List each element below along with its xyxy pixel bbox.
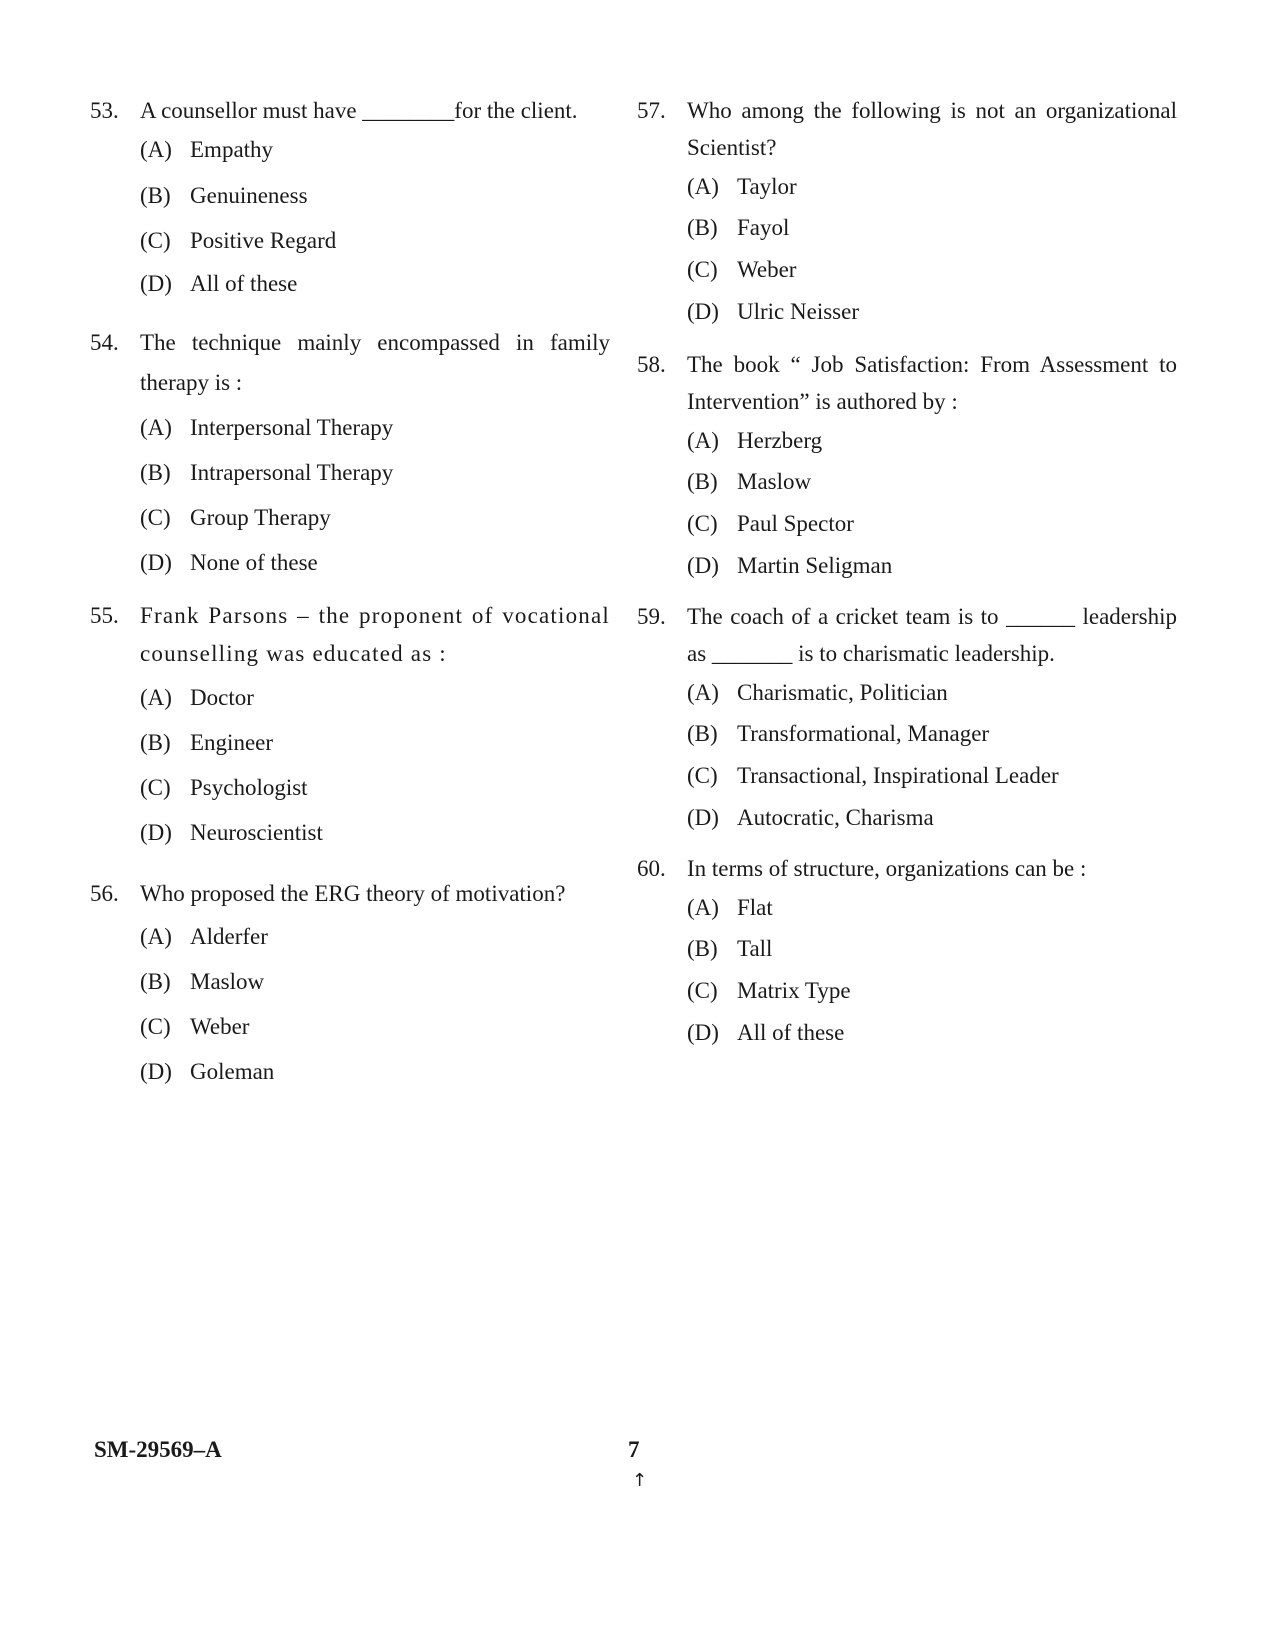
question-number: 55. (90, 603, 119, 628)
question-number: 56. (90, 881, 119, 906)
question-text: Frank Parsons – the proponent of vocational counselling was educated as : (140, 603, 610, 666)
question-text: A counsellor must have ________for the client. (140, 98, 578, 123)
up-arrow-icon: ↑ (632, 1470, 648, 1491)
option-a: (A) Empathy (140, 137, 274, 162)
question-59 (637, 598, 1177, 831)
option-a: (A) Herzberg (687, 428, 823, 453)
option-b: (B) Transformational, Manager (687, 721, 990, 746)
option-a: (A) Taylor (687, 174, 797, 199)
option-d: (D) Autocratic, Charisma (687, 805, 934, 830)
option-b: (B) Maslow (140, 969, 265, 994)
question-54 (90, 323, 610, 576)
question-text: The technique mainly encompassed in family therapy is : (140, 330, 610, 395)
question-number: 58. (637, 352, 666, 377)
question-number: 57. (637, 98, 666, 123)
option-b: (B) Tall (687, 936, 773, 961)
page-number: 7 (628, 1437, 640, 1462)
question-number: 59. (637, 604, 666, 629)
option-c: (C) Weber (687, 257, 797, 282)
question-text: Who proposed the ERG theory of motivation? (140, 881, 566, 906)
question-text: Who among the following is not an organizational Scientist? (687, 98, 1177, 160)
question-text: In terms of structure, organizations can be : (687, 856, 1087, 881)
option-b: (B) Engineer (140, 730, 274, 755)
option-c: (C) Paul Spector (687, 511, 854, 536)
option-d: (D) All of these (687, 1020, 845, 1045)
option-d: (D) Goleman (140, 1059, 275, 1084)
question-number: 60. (637, 856, 666, 881)
option-c: (C) Positive Regard (140, 228, 337, 253)
question-number: 54. (90, 330, 119, 355)
question-58 (637, 346, 1177, 579)
option-c: (C) Matrix Type (687, 978, 851, 1003)
question-text: The coach of a cricket team is to ______ leadership as _______ is to charismatic leadership. (687, 604, 1177, 666)
option-c: (C) Group Therapy (140, 505, 331, 530)
option-a: (A) Alderfer (140, 924, 268, 949)
option-b: (B) Maslow (687, 469, 812, 494)
option-d: (D) Martin Seligman (687, 553, 893, 578)
option-c: (C) Psychologist (140, 775, 308, 800)
paper-code: SM-29569–A (94, 1437, 222, 1462)
option-d: (D) Ulric Neisser (687, 299, 859, 324)
question-number: 53. (90, 98, 119, 123)
option-c: (C) Weber (140, 1014, 250, 1039)
question-60 (637, 850, 1177, 1046)
option-d: (D) None of these (140, 550, 318, 575)
option-a: (A) Doctor (140, 685, 254, 710)
option-a: (A) Interpersonal Therapy (140, 415, 394, 440)
question-53 (90, 92, 610, 297)
option-b: (B) Intrapersonal Therapy (140, 460, 394, 485)
option-d: (D) All of these (140, 271, 298, 296)
question-text: The book “ Job Satisfaction: From Assessment to Intervention” is authored by : (687, 352, 1177, 414)
option-b: (B) Genuineness (140, 183, 308, 208)
option-c: (C) Transactional, Inspirational Leader (687, 763, 1059, 788)
option-b: (B) Fayol (687, 215, 790, 240)
question-55 (90, 597, 610, 846)
option-a: (A) Charismatic, Politician (687, 680, 948, 705)
option-d: (D) Neuroscientist (140, 820, 323, 845)
question-56 (90, 875, 610, 1085)
question-57 (637, 92, 1177, 325)
option-a: (A) Flat (687, 895, 773, 920)
